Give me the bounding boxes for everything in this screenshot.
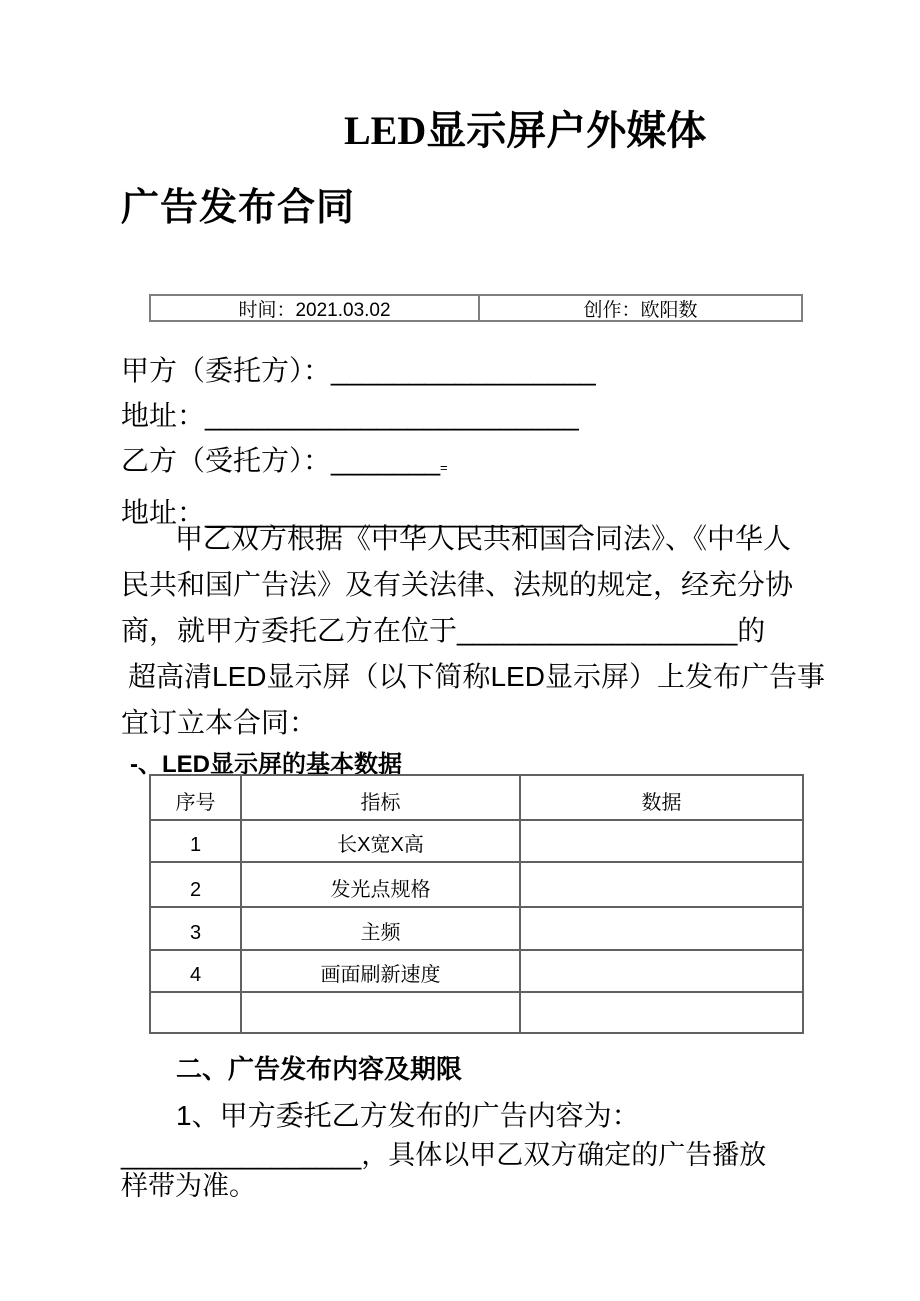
preamble-line: 商，就甲方委托乙方在位于__________________的 (121, 615, 766, 646)
spec-label-cell: 画面刷新速度 (241, 950, 520, 992)
meta-time-cell: 时间：2021.03.02 (238, 299, 391, 321)
spec-label-cell: 主频 (241, 907, 520, 950)
spec-table-row (150, 950, 803, 992)
field-line (121, 393, 596, 438)
fill-line-text: ，具体以甲乙双方确定的广告播放 (361, 1140, 767, 1170)
closing-line: 样带为准。 (121, 1171, 256, 1201)
spec-table-header-cell: 数据 (520, 775, 803, 820)
field-label: 甲方（委托方）： (121, 355, 332, 386)
document-title-line-2: 广告发布合同 (121, 187, 356, 229)
field-label: 地址： (121, 400, 206, 431)
spec-table-header-cell: 指标 (241, 775, 520, 820)
meta-creator-cell: 创作：欧阳数 (478, 296, 801, 320)
fill-blank[interactable]: ________________ (121, 1140, 362, 1170)
preamble (121, 516, 825, 746)
spec-table-row (150, 992, 803, 1033)
spec-index-cell: 3 (150, 907, 241, 950)
spec-data-cell[interactable] (520, 950, 803, 992)
preamble-line: 宜订立本合同： (121, 707, 318, 738)
spec-label-cell: 长X宽X高 (241, 820, 520, 862)
fill-in-fields (121, 348, 596, 535)
field-line (121, 348, 596, 393)
fill-blank[interactable]: _________________ (331, 355, 596, 386)
spec-label-cell: 发光点规格 (241, 862, 520, 907)
equals-mark: = (440, 460, 448, 475)
spec-index-cell: 2 (150, 862, 241, 907)
spec-table-row (150, 820, 803, 862)
spec-table-header-cell: 序号 (150, 775, 241, 820)
spec-label-cell (241, 992, 520, 1033)
document-title-line-1: LED显示屏户外媒体 (344, 108, 707, 153)
fill-blank[interactable]: ________________________ (205, 400, 579, 431)
section2-item-1: 1、甲方委托乙方发布的广告内容为： (176, 1100, 640, 1131)
spec-index-cell: 4 (150, 950, 241, 992)
preamble-line: 甲乙双方根据《中华人民共和国合同法》、《中华人 (175, 523, 792, 554)
spec-table-body (150, 820, 803, 1033)
preamble-line: 民共和国广告法》及有关法律、法规的规定，经充分协 (121, 569, 794, 600)
spec-data-cell[interactable] (520, 907, 803, 950)
spec-table-header-row (150, 775, 803, 820)
field-line (121, 438, 596, 490)
spec-data-cell[interactable] (520, 820, 803, 862)
spec-table (149, 774, 804, 1034)
spec-data-cell[interactable] (520, 992, 803, 1033)
meta-table (149, 294, 803, 322)
preamble-line: 超高清LED显示屏（以下简称LED显示屏）上发布广告事 (128, 661, 825, 692)
spec-index-cell: 1 (150, 820, 241, 862)
field-label: 乙方（受托方）： (121, 445, 332, 476)
section2-heading: 二、广告发布内容及期限 (176, 1054, 463, 1084)
fill-blank[interactable]: _______ (331, 445, 441, 476)
spec-data-cell[interactable] (520, 862, 803, 907)
fill-blank[interactable]: ________________________ (205, 497, 579, 528)
section1-heading: -、LED显示屏的基本数据 (130, 751, 402, 778)
field-label: 地址： (121, 497, 206, 528)
spec-table-row (150, 862, 803, 907)
spec-index-cell (150, 992, 241, 1033)
section2-closing-block (121, 1140, 766, 1202)
spec-table-row (150, 907, 803, 950)
fill-line (121, 1140, 766, 1171)
